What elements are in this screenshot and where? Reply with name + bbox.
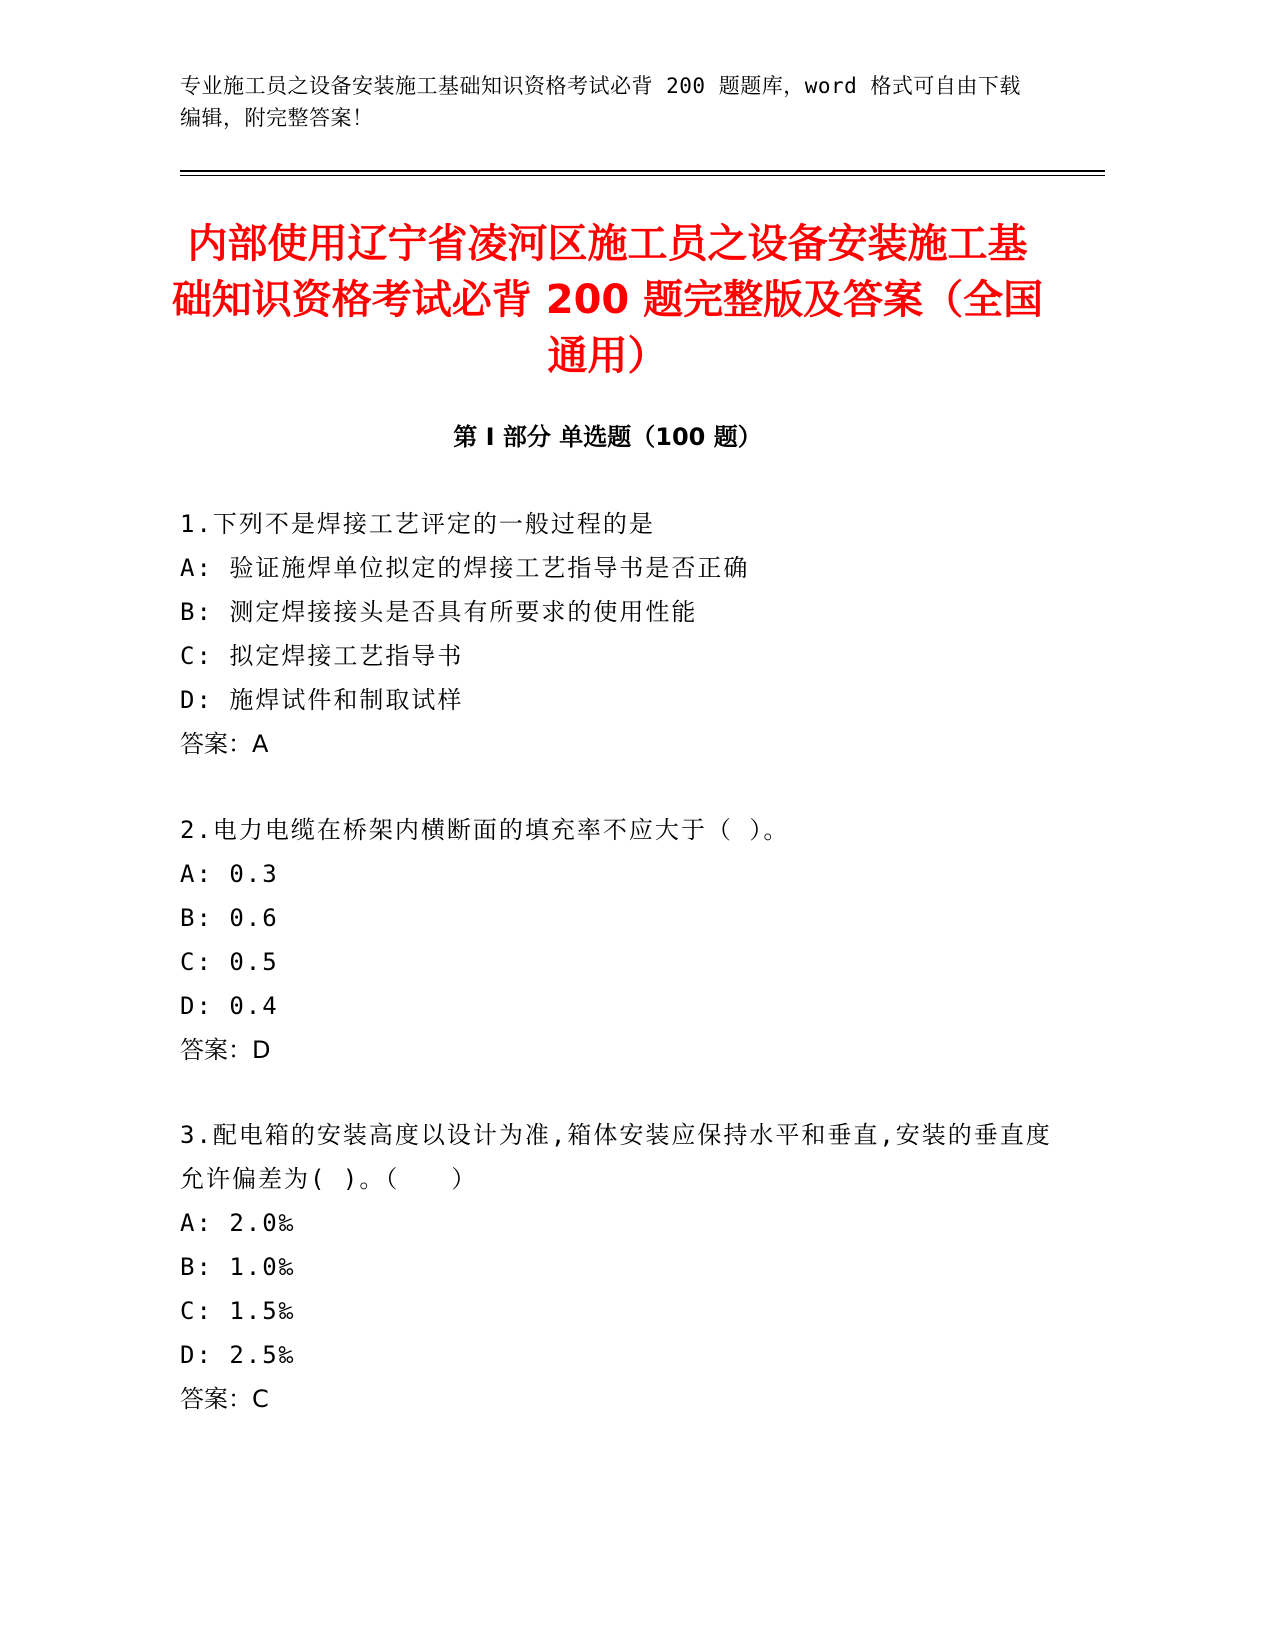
answer-label: 答案 ：: [180, 730, 252, 758]
question-2: [180, 808, 1060, 1072]
option-text: 1.0‰: [229, 1253, 296, 1281]
header-note: 专业施工员之设备安装施工基础知识资格考试必背 200 题题库，word 格式可自由下载编辑，附完整答案！: [180, 74, 1021, 130]
option-c: [180, 940, 1060, 984]
option-label: D :: [180, 1341, 229, 1369]
option-label: C :: [180, 642, 229, 670]
question-stem: 1.下列不是焊接工艺评定的一般过程的是: [180, 510, 655, 538]
option-label: D :: [180, 686, 229, 714]
answer-line: [180, 1028, 1060, 1072]
answer-value: D: [252, 1036, 271, 1064]
header-divider-thin: [180, 175, 1105, 176]
option-text: 0.4: [229, 992, 279, 1020]
option-text: 0.3: [229, 860, 279, 888]
option-a: [180, 852, 1060, 896]
option-c: [180, 1289, 1060, 1333]
option-c: [180, 634, 1060, 678]
option-label: B :: [180, 1253, 229, 1281]
option-label: C :: [180, 948, 229, 976]
option-a: [180, 546, 1060, 590]
answer-line: [180, 1377, 1060, 1421]
question-1: [180, 502, 1060, 766]
option-d: [180, 1333, 1060, 1377]
section-title: 第 I 部分 单选题（100 题）: [453, 423, 762, 451]
answer-label: 答案 ：: [180, 1385, 252, 1413]
option-text: 施焊试件和制取试样: [229, 686, 464, 714]
option-label: A :: [180, 554, 229, 582]
question-stem: 2.电力电缆在桥架内横断面的填充率不应大于（ ）。: [180, 816, 790, 844]
option-label: C :: [180, 1297, 229, 1325]
answer-value: C: [252, 1385, 269, 1413]
option-b: [180, 1245, 1060, 1289]
header-divider-thick: [180, 170, 1105, 172]
option-text: 0.6: [229, 904, 279, 932]
option-text: 1.5‰: [229, 1297, 296, 1325]
option-a: [180, 1201, 1060, 1245]
option-label: D :: [180, 992, 229, 1020]
question-stem: 3.配电箱的安装高度以设计为准,箱体安装应保持水平和垂直,安装的垂直度允许偏差为( )。（ ）: [180, 1121, 1052, 1193]
question-3: [180, 1113, 1060, 1421]
option-text: 验证施焊单位拟定的焊接工艺指导书是否正确: [229, 554, 750, 582]
answer-line: [180, 722, 1060, 766]
document-title: 内部使用辽宁省凌河区施工员之设备安装施工基础知识资格考试必背 200 题完整版及答案（全国通用）: [171, 221, 1044, 379]
option-text: 0.5: [229, 948, 279, 976]
option-label: B :: [180, 598, 229, 626]
option-text: 拟定焊接工艺指导书: [229, 642, 464, 670]
option-b: [180, 896, 1060, 940]
option-label: A :: [180, 1209, 229, 1237]
option-text: 2.0‰: [229, 1209, 296, 1237]
option-b: [180, 590, 1060, 634]
option-text: 测定焊接接头是否具有所要求的使用性能: [229, 598, 698, 626]
answer-value: A: [252, 730, 269, 758]
option-d: [180, 984, 1060, 1028]
option-label: A :: [180, 860, 229, 888]
option-label: B :: [180, 904, 229, 932]
option-text: 2.5‰: [229, 1341, 296, 1369]
answer-label: 答案 ：: [180, 1036, 252, 1064]
option-d: [180, 678, 1060, 722]
